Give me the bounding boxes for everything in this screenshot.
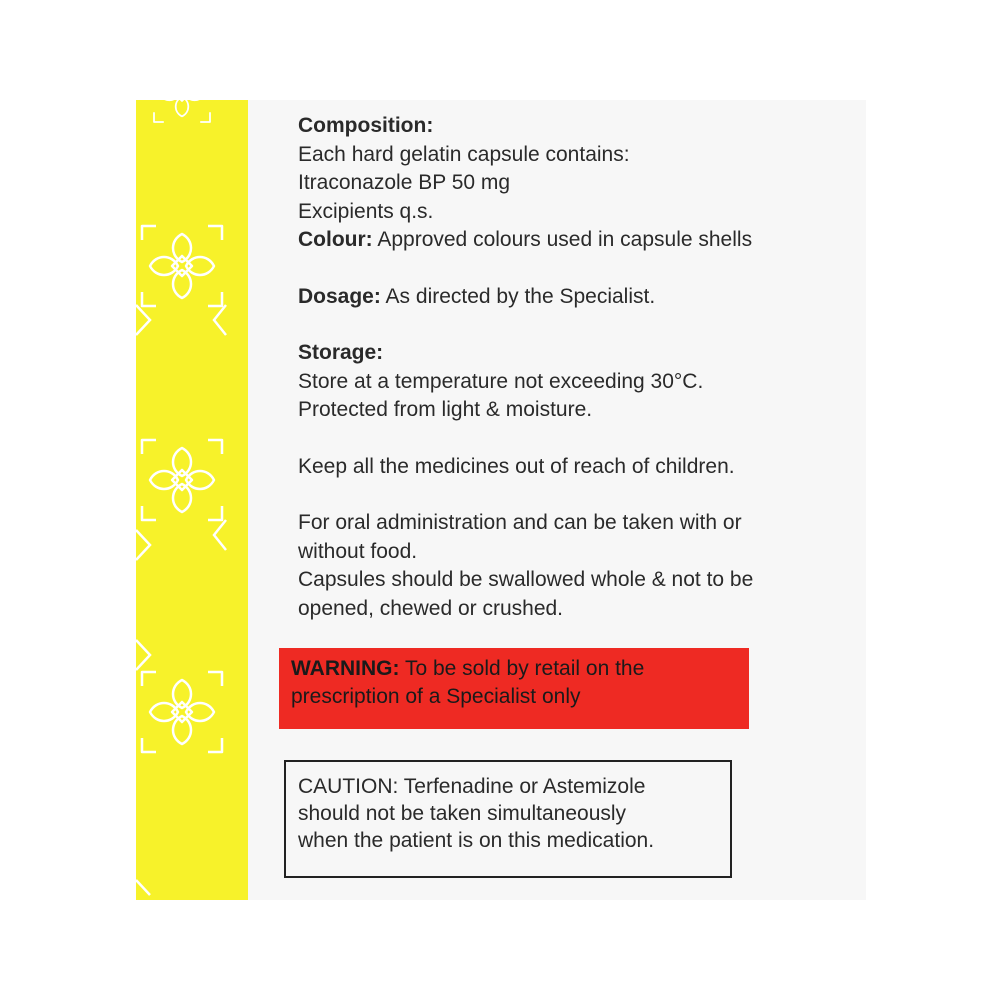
children-note: Keep all the medicines out of reach of children. bbox=[298, 454, 735, 478]
dosage-label: Dosage: bbox=[298, 284, 381, 308]
storage-line-2: Protected from light & moisture. bbox=[298, 398, 593, 421]
medicine-label bbox=[136, 100, 866, 900]
caution-line-2: should not be taken simultaneously bbox=[298, 802, 627, 825]
composition-line-1: Each hard gelatin capsule contains: bbox=[298, 142, 630, 166]
administration-line-3: Capsules should be swallowed whole & not to be bbox=[298, 568, 754, 591]
administration-line-4: opened, chewed or crushed. bbox=[298, 596, 564, 620]
flower-ornament-icon bbox=[142, 440, 222, 520]
colour-text: Approved colours used in capsule shells bbox=[377, 228, 753, 251]
label-text bbox=[298, 112, 858, 623]
yellow-decorative-band bbox=[136, 100, 248, 900]
caution-line-3: when the patient is on this medication. bbox=[298, 829, 655, 852]
storage-heading: Storage: bbox=[298, 341, 384, 364]
composition-heading: Composition: bbox=[298, 114, 434, 137]
storage-line-1: Store at a temperature not exceeding 30°C. bbox=[298, 369, 704, 393]
dosage-line bbox=[298, 283, 858, 312]
warning-text-1: To be sold by retail on the bbox=[404, 657, 645, 680]
warning-line-1 bbox=[291, 655, 749, 683]
administration-line-1: For oral administration and can be taken with or bbox=[298, 511, 742, 534]
colour-line bbox=[298, 226, 858, 255]
flower-ornament-icon bbox=[142, 226, 222, 306]
colour-label: Colour: bbox=[298, 228, 373, 251]
flower-ornament-icon bbox=[142, 672, 222, 752]
dosage-text: As directed by the Specialist. bbox=[385, 284, 656, 308]
warning-box bbox=[279, 648, 749, 729]
composition-line-3: Excipients q.s. bbox=[298, 199, 434, 223]
caution-line-1: CAUTION: Terfenadine or Astemizole bbox=[298, 775, 646, 798]
flower-pattern bbox=[136, 100, 248, 900]
caution-box bbox=[284, 760, 732, 878]
warning-label: WARNING: bbox=[291, 657, 400, 680]
administration-line-2: without food. bbox=[298, 539, 418, 563]
flower-ornament-icon bbox=[154, 100, 210, 122]
warning-text-2: prescription of a Specialist only bbox=[291, 685, 581, 708]
composition-line-2: Itraconazole BP 50 mg bbox=[298, 171, 511, 194]
